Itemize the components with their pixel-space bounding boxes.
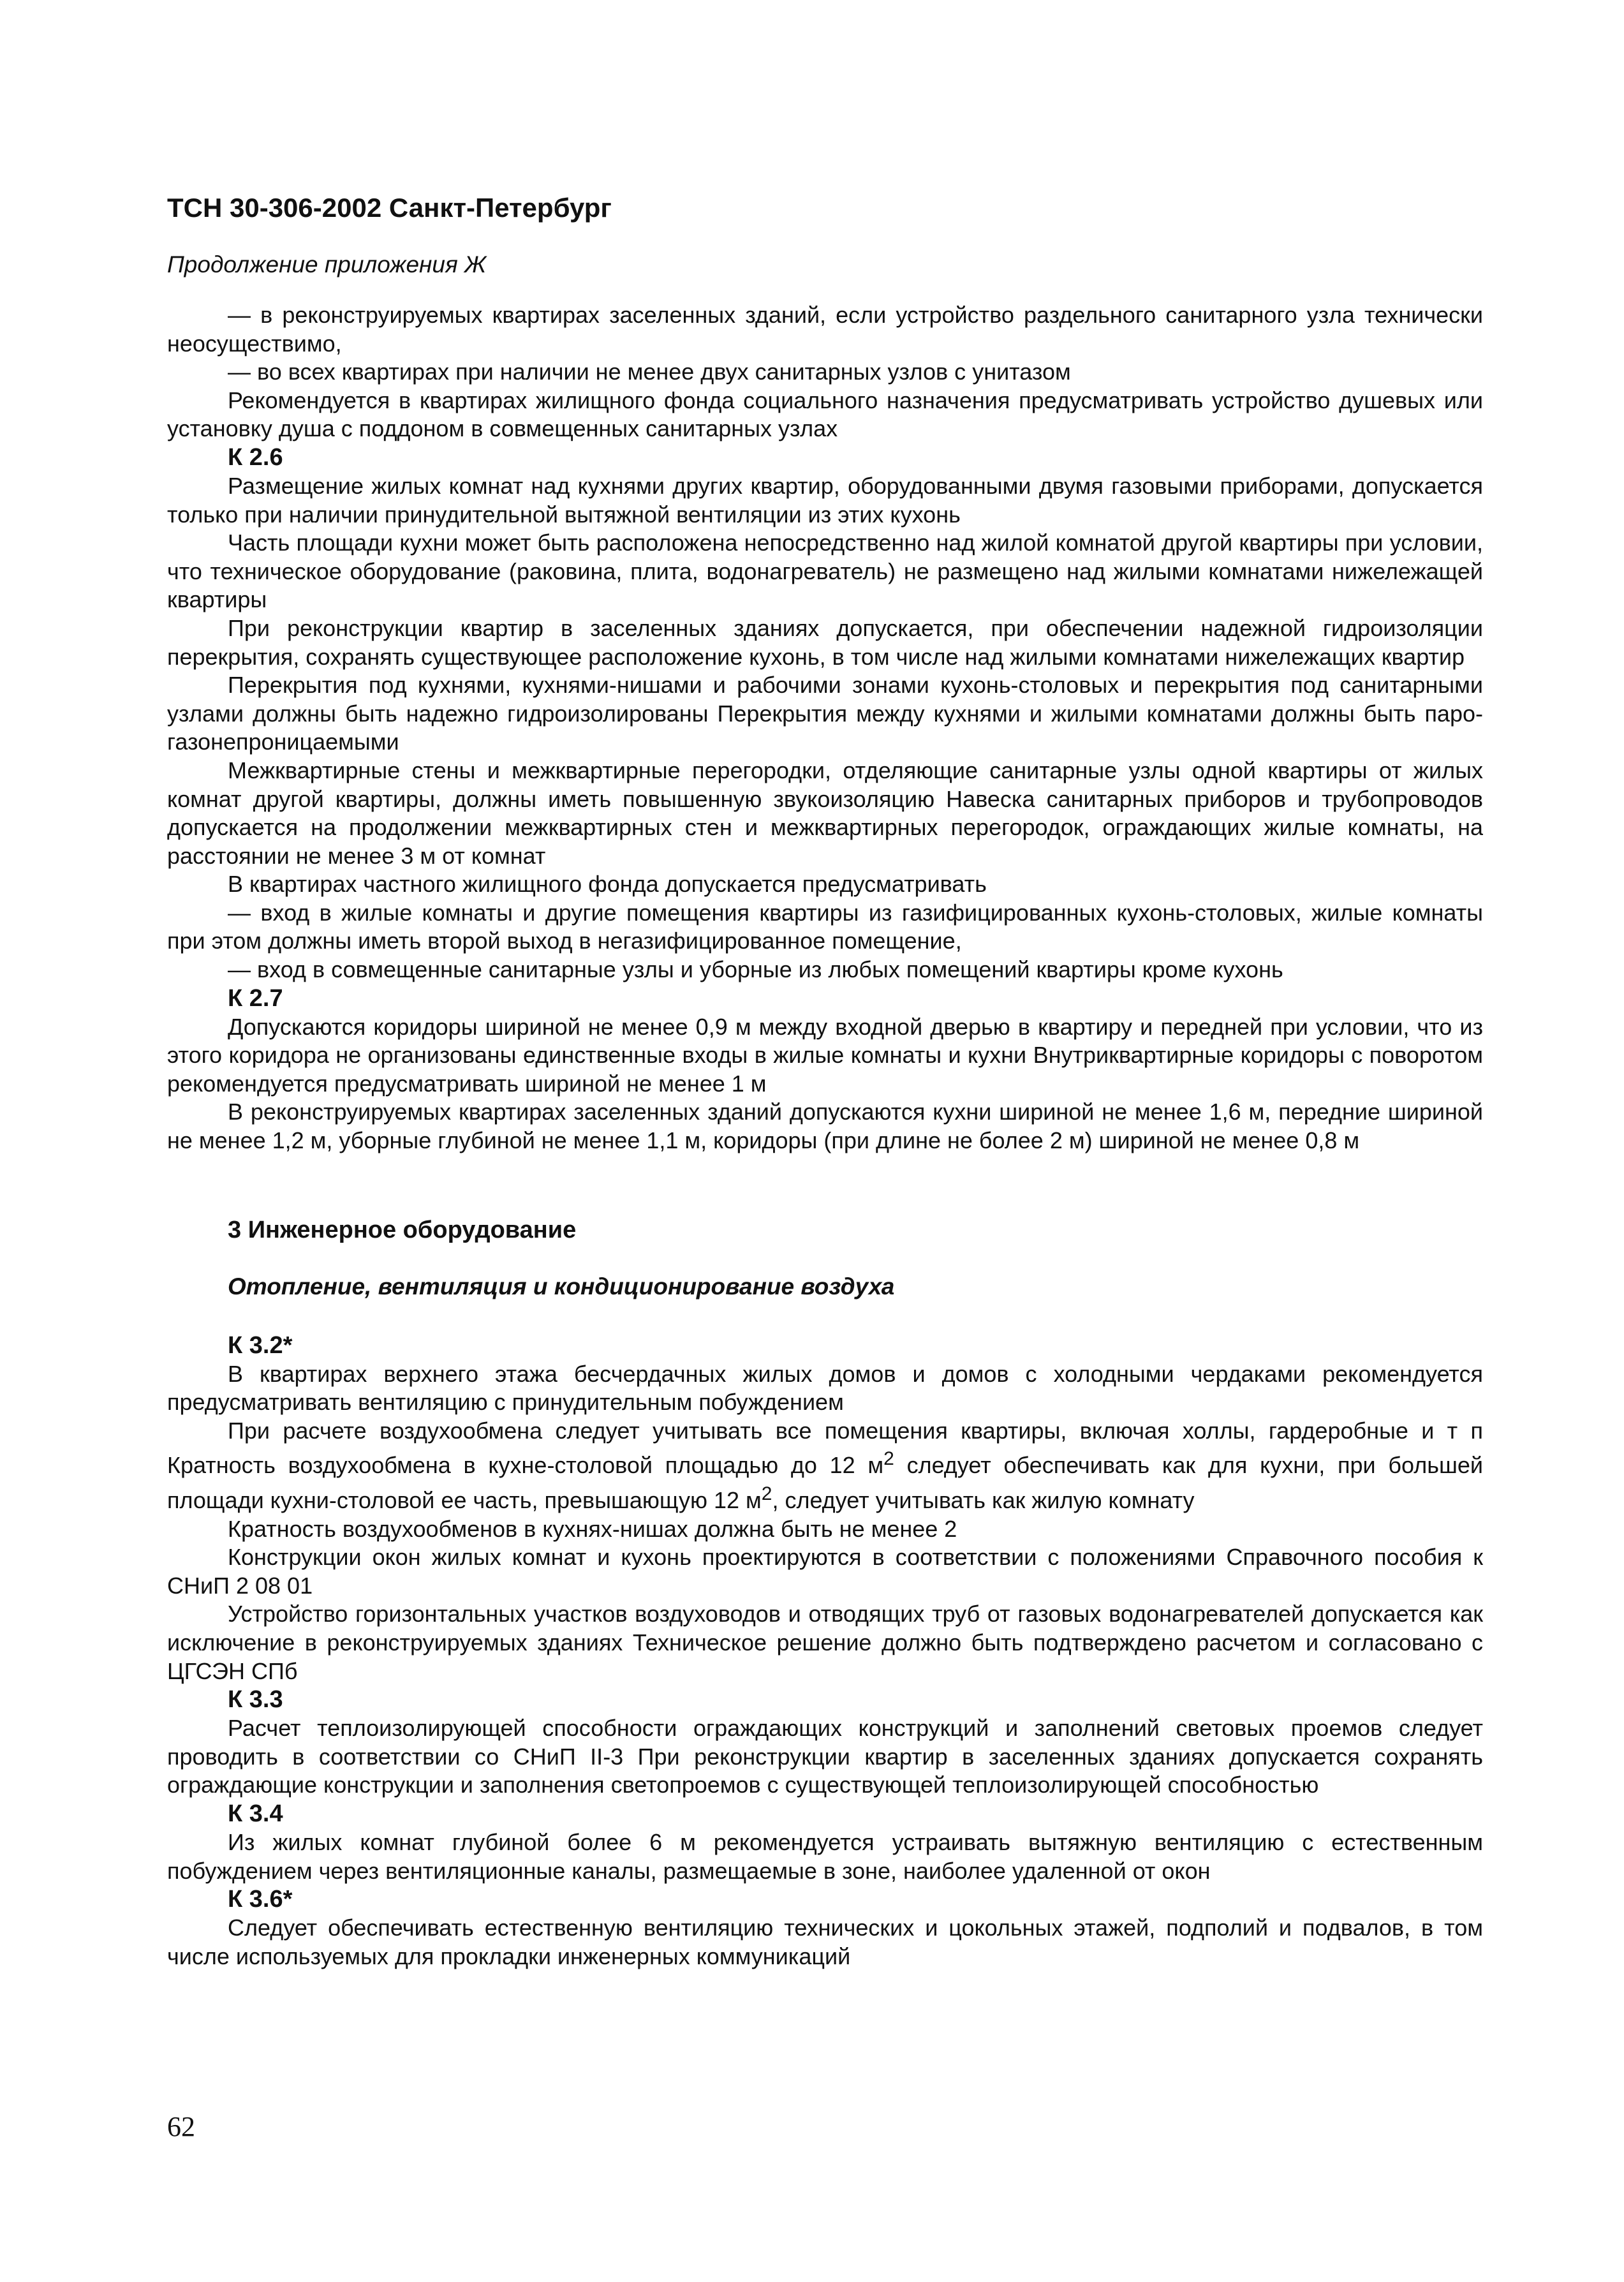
clause-label-k3-3: К 3.3 — [228, 1686, 283, 1714]
paragraph: Следует обеспечивать естественную вентиляцию технических и цокольных этажей, подполий и подвалов, в том числе используемых для прокладки инженерных коммуникаций — [167, 1915, 1483, 1969]
clause-label-k2-7: К 2.7 — [228, 984, 283, 1012]
paragraph: В квартирах верхнего этажа бесчердачных жилых домов и домов с холодными чердаками рекомендуется предусматривать вентиляцию с принудительным побуждением — [167, 1360, 1483, 1416]
paragraph: В квартирах частного жилищного фонда допускается предусматривать — [228, 871, 987, 898]
text-run: следует обеспечивать как для кухни, при большей площади кухни-столовой ее часть, превышающую 12 м — [167, 1452, 1483, 1513]
paragraph: В реконструируемых квартирах заселенных зданий допускаются кухни шириной не менее 1,6 м, передние шириной не менее 1,2 м, уборные глубиной не менее 1,1 м, коридоры (при длине не более 2 м) шириной не менее 0,8 м — [167, 1099, 1483, 1154]
paragraph: При реконструкции квартир в заселенных зданиях допускается, при обеспечении надежной гидроизоляции перекрытия, сохранять существующее расположение кухонь, в том числе над жилыми комнатами нижележащих квартир — [167, 614, 1483, 670]
section-heading: 3 Инженерное оборудование — [228, 1216, 577, 1243]
paragraph: Расчет теплоизолирующей способности ограждающих конструкций и заполнений световых проемов следует проводить в соответствии со СНиП II-3 При реконструкции квартир в заселенных зданиях допускается сохранять ограждающие конструкции и заполнения светопроемов с существующей теплоизолирующей способностью — [167, 1715, 1483, 1798]
paragraph-with-superscripts — [167, 1417, 1483, 1515]
clause-label-k3-6: К 3.6* — [228, 1886, 293, 1913]
clause-label-k2-6: К 2.6 — [228, 443, 283, 471]
paragraph: Рекомендуется в квартирах жилищного фонда социального назначения предусматривать устройство душевых или установку душа с поддоном в совмещенных санитарных узлах — [167, 387, 1483, 442]
paragraph: — во всех квартирах при наличии не менее двух санитарных узлов с унитазом — [228, 359, 1071, 385]
paragraph: Допускаются коридоры шириной не менее 0,9 м между входной дверью в квартиру и передней при условии, что из этого коридора не организованы единственные входы в жилые комнаты и кухни Внутриквартирные коридоры с поворотом рекомендуется предусматривать шириной не менее 1 м — [167, 1013, 1483, 1097]
paragraph: Межквартирные стены и межквартирные перегородки, отделяющие санитарные узлы одной квартиры от жилых комнат другой квартиры, должны иметь повышенную звукоизоляцию Навеска санитарных приборов и трубопроводов допускается на продолжении межквартирных стен и межквартирных перегородок, ограждающих жилые комнаты, на расстоянии не менее 3 м от комнат — [167, 757, 1483, 869]
paragraph: — вход в совмещенные санитарные узлы и уборные из любых помещений квартиры кроме кухонь — [228, 956, 1283, 983]
subsection-heading: Отопление, вентиляция и кондиционирование воздуха — [228, 1273, 895, 1300]
paragraph: Перекрытия под кухнями, кухнями-нишами и рабочими зонами кухонь-столовых и перекрытия под санитарными узлами должны быть надежно гидроизолированы Перекрытия между кухнями и жилыми комнатами должны быть паро-газонепроницаемыми — [167, 672, 1483, 755]
appendix-continuation-note: Продолжение приложения Ж — [167, 251, 486, 278]
paragraph: Из жилых комнат глубиной более 6 м рекомендуется устраивать вытяжную вентиляцию с естественным побуждением через вентиляционные каналы, размещаемые в зоне, наиболее удаленной от окон — [167, 1828, 1483, 1884]
paragraph: Кратность воздухообменов в кухнях-нишах должна быть не менее 2 — [228, 1515, 957, 1542]
paragraph: Конструкции окон жилых комнат и кухонь проектируются в соответствии с положениями Справочного пособия к СНиП 2 08 01 — [167, 1544, 1483, 1599]
paragraph: — вход в жилые комнаты и другие помещения квартиры из газифицированных кухонь-столовых, жилые комнаты при этом должны иметь второй выход в негазифицированное помещение, — [167, 899, 1483, 954]
clause-label-k3-4: К 3.4 — [228, 1800, 283, 1827]
paragraph: Устройство горизонтальных участков воздуховодов и отводящих труб от газовых водонагревателей допускается как исключение в реконструируемых зданиях Техническое решение должно быть подтверждено расчетом и согласовано с ЦГСЭН СПб — [167, 1601, 1483, 1684]
document-page — [167, 191, 1483, 1971]
clause-label-k3-2: К 3.2* — [228, 1331, 293, 1359]
paragraph: — в реконструируемых квартирах заселенных зданий, если устройство раздельного санитарного узла технически неосуществимо, — [167, 302, 1483, 357]
paragraph: Размещение жилых комнат над кухнями других квартир, оборудованными двумя газовыми приборами, допускается только при наличии принудительной вытяжной вентиляции из этих кухонь — [167, 472, 1483, 528]
paragraph: Часть площади кухни может быть расположена непосредственно над жилой комнатой другой квартиры при условии, что техническое оборудование (раковина, плита, водонагреватель) не размещено над жилыми комнатами нижележащей квартиры — [167, 530, 1483, 613]
superscript: 2 — [883, 1448, 894, 1470]
text-run: , следует учитывать как жилую комнату — [772, 1487, 1195, 1513]
superscript: 2 — [761, 1483, 772, 1504]
text-run: При расчете воздухообмена следует учитывать все помещения квартиры, включая холлы, гардеробные и т п Кратность воздухообмена в кухне-столовой площадью до 12 м — [167, 1417, 1483, 1479]
document-header: ТСН 30-306-2002 Санкт-Петербург — [167, 193, 612, 223]
page-number: 62 — [167, 2111, 195, 2142]
